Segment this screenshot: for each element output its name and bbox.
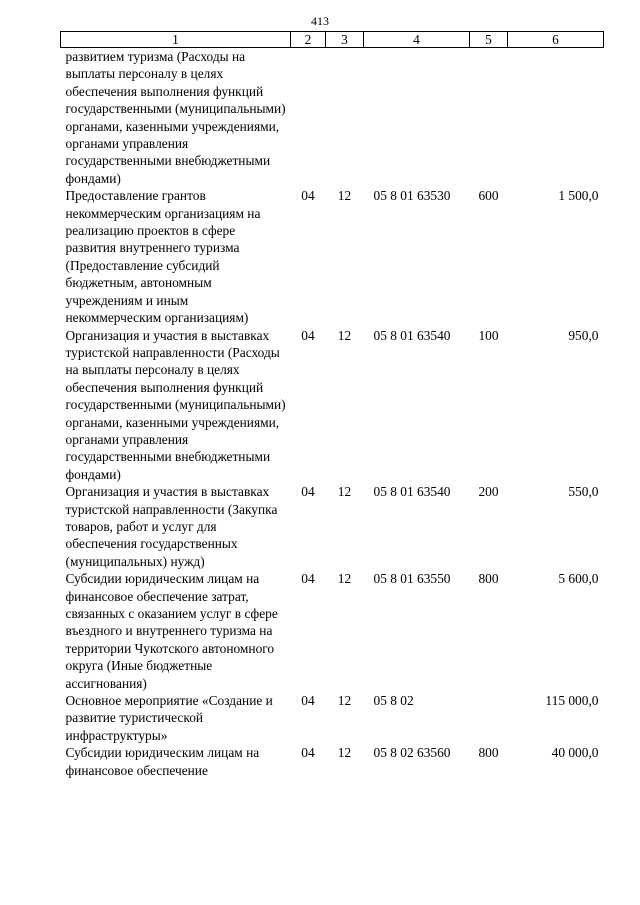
budget-table	[60, 31, 604, 779]
row-section: 04	[301, 484, 315, 500]
row-amount: 40 000,0	[551, 745, 599, 761]
row-amount: 1 500,0	[558, 188, 599, 204]
table-row	[61, 744, 604, 779]
row-section: 04	[301, 571, 315, 587]
row-section	[291, 48, 326, 188]
table-row	[61, 187, 604, 326]
row-section: 04	[301, 327, 315, 343]
row-name: Организация и участия в выставках туристской направленности (Закупка товаров, работ и услуг для обеспечения государственных (муниципальных) нужд)	[65, 484, 278, 569]
page-number: 413	[311, 14, 329, 28]
row-type: 200	[478, 484, 499, 500]
table-row	[61, 692, 604, 744]
row-type: 800	[478, 571, 499, 587]
header-col-target: 4	[364, 32, 470, 48]
row-name: Организация и участия в выставках туристской направленности (Расходы на выплаты персоналу в целях обеспечения выполнения функций государственными (муниципальными) органами, казенными учреждениями, органами управления государственными внебюджетными фондами)	[65, 327, 286, 482]
row-name: Основное мероприятие «Создание и развитие туристической инфраструктуры»	[65, 693, 273, 743]
row-section: 04	[301, 745, 315, 761]
table-row	[61, 483, 604, 570]
row-name: Субсидии юридическим лицам на финансовое обеспечение	[65, 745, 260, 778]
header-col-type: 5	[470, 32, 508, 48]
row-subsection: 12	[337, 745, 352, 761]
row-type	[470, 692, 508, 744]
row-name: развитием туризма (Расходы на выплаты персоналу в целях обеспечения выполнения функций государственными (муниципальными) органами, казенными учреждениями, органами управления государственными внебюджетными фондами)	[65, 49, 286, 186]
table-row	[61, 48, 604, 188]
row-target: 05 8 02	[373, 693, 414, 709]
row-target: 05 8 02 63560	[373, 745, 451, 761]
row-subsection: 12	[337, 188, 352, 204]
header-row	[61, 32, 604, 48]
row-type: 800	[478, 745, 499, 761]
row-subsection: 12	[337, 327, 352, 343]
row-name: Предоставление грантов некоммерческим организациям на реализацию проектов в сфере развития внутреннего туризма (Предоставление субсидий бюджетным, автономным учреждениям и иным некоммерческим организациям)	[65, 188, 261, 326]
row-amount: 950,0	[568, 327, 599, 343]
row-target: 05 8 01 63530	[373, 188, 451, 204]
header-col-subsection: 3	[326, 32, 364, 48]
row-target: 05 8 01 63550	[373, 571, 451, 587]
header-col-amount: 6	[508, 32, 604, 48]
row-type: 100	[478, 327, 499, 343]
row-subsection	[326, 48, 364, 188]
row-subsection: 12	[337, 693, 352, 709]
header-col-name: 1	[61, 32, 291, 48]
row-amount: 550,0	[568, 484, 599, 500]
header-col-section: 2	[291, 32, 326, 48]
table-row	[61, 327, 604, 484]
row-type: 600	[478, 188, 499, 204]
row-type	[470, 48, 508, 188]
row-amount: 115 000,0	[545, 693, 599, 709]
row-subsection: 12	[337, 571, 352, 587]
row-name: Субсидии юридическим лицам на финансовое обеспечение затрат, связанных с оказанием услуг в сфере въездного и внутреннего туризма на территории Чукотского автономного округа (Иные бюджетные ассигнования)	[65, 571, 278, 691]
row-target: 05 8 01 63540	[373, 484, 451, 500]
row-target: 05 8 01 63540	[373, 327, 451, 343]
table-row	[61, 570, 604, 692]
row-section: 04	[301, 188, 315, 204]
row-subsection: 12	[337, 484, 352, 500]
row-section: 04	[301, 693, 315, 709]
row-amount	[508, 48, 604, 188]
row-amount: 5 600,0	[558, 571, 599, 587]
row-target	[364, 48, 470, 188]
